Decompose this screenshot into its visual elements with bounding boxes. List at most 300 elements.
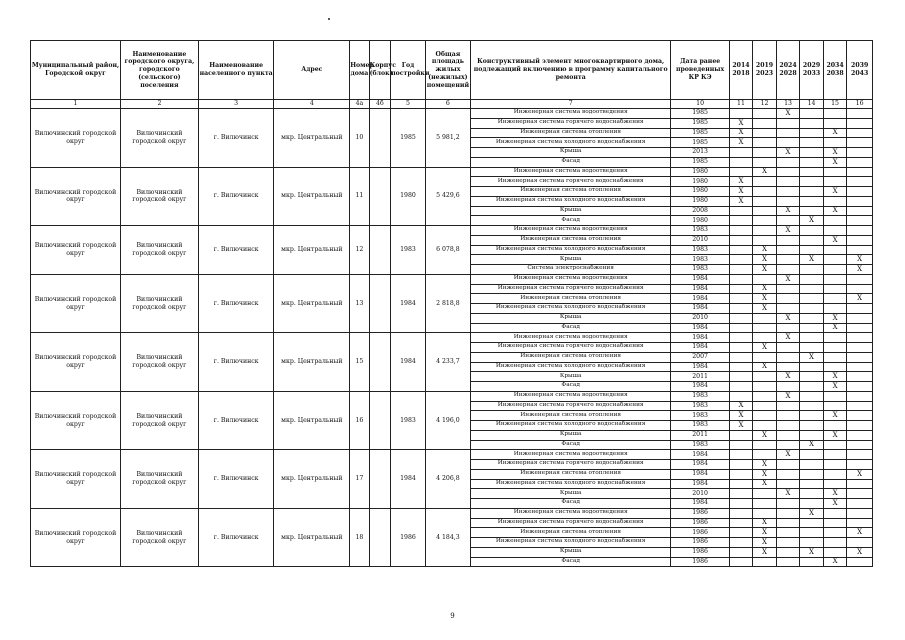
period-mark-cell: [753, 274, 777, 284]
prior-repair-date-cell: 1980: [671, 187, 729, 197]
period-mark-cell: [823, 265, 847, 275]
period-mark-cell: [800, 401, 824, 411]
period-mark-cell: [753, 148, 777, 158]
element-name-cell: Инженерная система отопления: [470, 352, 671, 362]
period-mark-cell: X: [753, 479, 777, 489]
prior-repair-date-cell: 1980: [671, 216, 729, 226]
period-mark-cell: [847, 362, 873, 372]
period-mark-cell: X: [823, 157, 847, 167]
period-mark-cell: [753, 177, 777, 187]
period-mark-cell: [823, 547, 847, 557]
period-mark-cell: [729, 148, 753, 158]
period-mark-cell: X: [753, 538, 777, 548]
period-mark-cell: [823, 469, 847, 479]
period-mark-cell: [729, 538, 753, 548]
element-name-cell: Инженерная система горячего водоснабжения: [470, 401, 671, 411]
period-mark-cell: [847, 226, 873, 236]
period-mark-cell: [776, 245, 800, 255]
period-mark-cell: [823, 255, 847, 265]
element-name-cell: Инженерная система водоотведения: [470, 226, 671, 236]
period-mark-cell: [800, 148, 824, 158]
column-number: 10: [671, 100, 729, 109]
prior-repair-date-cell: 2007: [671, 352, 729, 362]
element-name-cell: Инженерная система водоотведения: [470, 167, 671, 177]
prior-repair-date-cell: 1984: [671, 343, 729, 353]
prior-repair-date-cell: 1984: [671, 323, 729, 333]
element-name-cell: Инженерная система холодного водоснабжения: [470, 196, 671, 206]
period-mark-cell: X: [823, 411, 847, 421]
period-mark-cell: [823, 343, 847, 353]
header-cell: Муниципальный район, Городской округ: [31, 41, 121, 100]
period-mark-cell: [800, 391, 824, 401]
period-mark-cell: [729, 499, 753, 509]
period-mark-cell: [823, 538, 847, 548]
period-mark-cell: [729, 294, 753, 304]
period-mark-cell: X: [729, 196, 753, 206]
period-mark-cell: [800, 489, 824, 499]
period-mark-cell: [823, 245, 847, 255]
period-mark-cell: X: [823, 557, 847, 567]
house-number-cell: 12: [350, 226, 369, 275]
header-cell: Наименование городского округа, городского (сельского) поселения: [121, 41, 199, 100]
prior-repair-date-cell: 1983: [671, 421, 729, 431]
house-district-cell: Вилючинский городской округ: [31, 508, 121, 567]
period-mark-cell: [847, 333, 873, 343]
period-mark-cell: [847, 401, 873, 411]
period-mark-cell: [800, 138, 824, 148]
period-mark-cell: [800, 528, 824, 538]
house-address-cell: мкр. Центральный: [274, 333, 350, 392]
period-mark-cell: [823, 274, 847, 284]
prior-repair-date-cell: 2011: [671, 430, 729, 440]
period-mark-cell: [800, 430, 824, 440]
house-number-cell: 18: [350, 508, 369, 567]
column-number: 11: [729, 100, 753, 109]
period-mark-cell: [823, 479, 847, 489]
house-address-cell: мкр. Центральный: [274, 226, 350, 275]
element-name-cell: Инженерная система холодного водоснабжения: [470, 138, 671, 148]
table-row: [31, 333, 873, 343]
period-mark-cell: X: [753, 284, 777, 294]
house-block-cell: [369, 391, 390, 450]
period-mark-cell: [753, 313, 777, 323]
period-mark-cell: [729, 362, 753, 372]
period-mark-cell: [800, 304, 824, 314]
house-settlement-cell: Вилючинский городской округ: [121, 109, 199, 168]
period-mark-cell: [776, 323, 800, 333]
period-mark-cell: [847, 499, 873, 509]
header-cell: Конструктивный элемент многоквартирного дома, подлежащий включению в программу капитального ремонта: [470, 41, 671, 100]
column-number: 3: [198, 100, 274, 109]
period-mark-cell: [753, 118, 777, 128]
period-mark-cell: [729, 508, 753, 518]
prior-repair-date-cell: 1985: [671, 118, 729, 128]
period-mark-cell: [823, 118, 847, 128]
period-mark-cell: [753, 128, 777, 138]
period-mark-cell: [753, 323, 777, 333]
period-mark-cell: [729, 557, 753, 567]
period-mark-cell: [729, 352, 753, 362]
prior-repair-date-cell: 1980: [671, 167, 729, 177]
period-mark-cell: [729, 235, 753, 245]
period-mark-cell: [823, 352, 847, 362]
period-mark-cell: [753, 196, 777, 206]
header-cell: Адрес: [274, 41, 350, 100]
period-mark-cell: [847, 118, 873, 128]
house-number-cell: 15: [350, 333, 369, 392]
element-name-cell: Фасад: [470, 323, 671, 333]
table-row: [31, 450, 873, 460]
period-mark-cell: X: [776, 489, 800, 499]
period-mark-cell: [847, 411, 873, 421]
period-mark-cell: [847, 518, 873, 528]
period-mark-cell: [729, 528, 753, 538]
house-year-cell: 1980: [391, 167, 426, 226]
period-mark-cell: [729, 109, 753, 119]
house-address-cell: мкр. Центральный: [274, 274, 350, 333]
period-mark-cell: [729, 284, 753, 294]
period-mark-cell: [776, 421, 800, 431]
period-mark-cell: X: [847, 294, 873, 304]
house-address-cell: мкр. Центральный: [274, 508, 350, 567]
period-mark-cell: [753, 382, 777, 392]
period-mark-cell: X: [823, 489, 847, 499]
period-mark-cell: [776, 557, 800, 567]
period-mark-cell: [729, 274, 753, 284]
prior-repair-date-cell: 1983: [671, 226, 729, 236]
table-body: [31, 109, 873, 567]
period-mark-cell: [776, 411, 800, 421]
period-mark-cell: [776, 440, 800, 450]
period-mark-cell: X: [753, 343, 777, 353]
period-mark-cell: [823, 196, 847, 206]
period-mark-cell: [847, 450, 873, 460]
period-mark-cell: [800, 226, 824, 236]
house-block-cell: [369, 226, 390, 275]
period-mark-cell: [823, 450, 847, 460]
period-mark-cell: X: [753, 245, 777, 255]
period-mark-cell: [753, 333, 777, 343]
period-mark-cell: [800, 177, 824, 187]
period-mark-cell: [847, 128, 873, 138]
period-mark-cell: [800, 196, 824, 206]
period-mark-cell: [753, 499, 777, 509]
period-mark-cell: [823, 333, 847, 343]
prior-repair-date-cell: 1985: [671, 128, 729, 138]
period-mark-cell: [823, 401, 847, 411]
column-number: 14: [800, 100, 824, 109]
period-mark-cell: [776, 479, 800, 489]
period-mark-cell: [847, 196, 873, 206]
period-mark-cell: [847, 148, 873, 158]
prior-repair-date-cell: 2010: [671, 235, 729, 245]
prior-repair-date-cell: 1984: [671, 304, 729, 314]
house-year-cell: 1985: [391, 109, 426, 168]
period-mark-cell: [753, 391, 777, 401]
house-block-cell: [369, 274, 390, 333]
period-mark-cell: [729, 216, 753, 226]
prior-repair-date-cell: 1984: [671, 333, 729, 343]
header-cell: 2039 2043: [847, 41, 873, 100]
period-mark-cell: X: [753, 294, 777, 304]
period-mark-cell: X: [800, 440, 824, 450]
period-mark-cell: [847, 235, 873, 245]
period-mark-cell: [753, 138, 777, 148]
period-mark-cell: X: [800, 216, 824, 226]
period-mark-cell: [729, 518, 753, 528]
period-mark-cell: X: [753, 547, 777, 557]
period-mark-cell: [753, 226, 777, 236]
period-mark-cell: [847, 391, 873, 401]
period-mark-cell: X: [823, 499, 847, 509]
house-area-cell: 6 078,8: [425, 226, 470, 275]
house-address-cell: мкр. Центральный: [274, 109, 350, 168]
period-mark-cell: [847, 323, 873, 333]
element-name-cell: Инженерная система отопления: [470, 128, 671, 138]
period-mark-cell: [847, 245, 873, 255]
house-number-cell: 10: [350, 109, 369, 168]
period-mark-cell: [800, 421, 824, 431]
period-mark-cell: X: [753, 469, 777, 479]
header-cell: Корпус (блок): [369, 41, 390, 100]
period-mark-cell: [753, 411, 777, 421]
period-mark-cell: X: [753, 167, 777, 177]
period-mark-cell: [847, 313, 873, 323]
period-mark-cell: X: [776, 109, 800, 119]
prior-repair-date-cell: 1984: [671, 294, 729, 304]
period-mark-cell: [800, 265, 824, 275]
house-district-cell: Вилючинский городской округ: [31, 450, 121, 509]
house-district-cell: Вилючинский городской округ: [31, 274, 121, 333]
prior-repair-date-cell: 1984: [671, 284, 729, 294]
element-name-cell: Фасад: [470, 499, 671, 509]
period-mark-cell: [823, 216, 847, 226]
period-mark-cell: [753, 450, 777, 460]
prior-repair-date-cell: 1983: [671, 411, 729, 421]
period-mark-cell: X: [753, 430, 777, 440]
prior-repair-date-cell: 2013: [671, 148, 729, 158]
period-mark-cell: [729, 245, 753, 255]
period-mark-cell: [753, 372, 777, 382]
element-name-cell: Инженерная система холодного водоснабжения: [470, 538, 671, 548]
period-mark-cell: [847, 557, 873, 567]
period-mark-cell: [776, 304, 800, 314]
period-mark-cell: [776, 362, 800, 372]
house-year-cell: 1983: [391, 391, 426, 450]
period-mark-cell: [729, 304, 753, 314]
prior-repair-date-cell: 1986: [671, 547, 729, 557]
period-mark-cell: [753, 206, 777, 216]
element-name-cell: Крыша: [470, 547, 671, 557]
period-mark-cell: [729, 157, 753, 167]
house-year-cell: 1983: [391, 226, 426, 275]
period-mark-cell: [753, 557, 777, 567]
column-number-row: [31, 100, 873, 109]
period-mark-cell: [776, 157, 800, 167]
table-row: [31, 274, 873, 284]
period-mark-cell: [847, 138, 873, 148]
period-mark-cell: [776, 187, 800, 197]
period-mark-cell: [847, 109, 873, 119]
period-mark-cell: [776, 265, 800, 275]
period-mark-cell: [800, 245, 824, 255]
prior-repair-date-cell: 1984: [671, 499, 729, 509]
house-settlement-cell: Вилючинский городской округ: [121, 508, 199, 567]
period-mark-cell: [776, 508, 800, 518]
table-row: [31, 391, 873, 401]
house-year-cell: 1984: [391, 274, 426, 333]
period-mark-cell: [753, 401, 777, 411]
element-name-cell: Инженерная система холодного водоснабжения: [470, 304, 671, 314]
period-mark-cell: [776, 235, 800, 245]
house-year-cell: 1984: [391, 450, 426, 509]
period-mark-cell: X: [823, 372, 847, 382]
period-mark-cell: [753, 421, 777, 431]
period-mark-cell: [800, 372, 824, 382]
element-name-cell: Инженерная система водоотведения: [470, 109, 671, 119]
period-mark-cell: X: [776, 450, 800, 460]
period-mark-cell: [800, 333, 824, 343]
period-mark-cell: [847, 440, 873, 450]
period-mark-cell: X: [823, 313, 847, 323]
table-row: [31, 167, 873, 177]
period-mark-cell: [823, 177, 847, 187]
period-mark-cell: [776, 547, 800, 557]
element-name-cell: Инженерная система холодного водоснабжения: [470, 362, 671, 372]
element-name-cell: Инженерная система горячего водоснабжения: [470, 284, 671, 294]
period-mark-cell: X: [823, 128, 847, 138]
period-mark-cell: [729, 489, 753, 499]
period-mark-cell: [776, 294, 800, 304]
column-number: 4а: [350, 100, 369, 109]
element-name-cell: Инженерная система отопления: [470, 469, 671, 479]
period-mark-cell: X: [753, 304, 777, 314]
page-number: 9: [450, 612, 455, 620]
header-cell: Общая площадь жилых (нежилых) помещений: [425, 41, 470, 100]
period-mark-cell: [847, 274, 873, 284]
prior-repair-date-cell: 1984: [671, 479, 729, 489]
period-mark-cell: [776, 469, 800, 479]
period-mark-cell: [823, 109, 847, 119]
house-locality-cell: г. Вилючинск: [198, 508, 274, 567]
period-mark-cell: [776, 167, 800, 177]
period-mark-cell: [729, 255, 753, 265]
element-name-cell: Фасад: [470, 557, 671, 567]
period-mark-cell: X: [776, 148, 800, 158]
period-mark-cell: X: [753, 265, 777, 275]
column-number: 16: [847, 100, 873, 109]
column-number: 2: [121, 100, 199, 109]
period-mark-cell: [776, 401, 800, 411]
period-mark-cell: [729, 460, 753, 470]
element-name-cell: Крыша: [470, 489, 671, 499]
period-mark-cell: [823, 508, 847, 518]
period-mark-cell: [800, 167, 824, 177]
element-name-cell: Крыша: [470, 430, 671, 440]
period-mark-cell: [776, 460, 800, 470]
house-locality-cell: г. Вилючинск: [198, 333, 274, 392]
period-mark-cell: [823, 167, 847, 177]
column-number: 4: [274, 100, 350, 109]
period-mark-cell: X: [776, 391, 800, 401]
period-mark-cell: [729, 382, 753, 392]
period-mark-cell: [729, 391, 753, 401]
header-cell: Номер дома: [350, 41, 369, 100]
house-district-cell: Вилючинский городской округ: [31, 391, 121, 450]
house-block-cell: [369, 333, 390, 392]
period-mark-cell: [776, 284, 800, 294]
period-mark-cell: [800, 450, 824, 460]
element-name-cell: Инженерная система горячего водоснабжения: [470, 343, 671, 353]
period-mark-cell: X: [776, 372, 800, 382]
period-mark-cell: [823, 284, 847, 294]
period-mark-cell: [847, 157, 873, 167]
element-name-cell: Инженерная система водоотведения: [470, 391, 671, 401]
column-number: 6: [425, 100, 470, 109]
period-mark-cell: [800, 460, 824, 470]
house-area-cell: 4 184,3: [425, 508, 470, 567]
period-mark-cell: [823, 362, 847, 372]
element-name-cell: Инженерная система отопления: [470, 294, 671, 304]
house-settlement-cell: Вилючинский городской округ: [121, 450, 199, 509]
period-mark-cell: [776, 177, 800, 187]
column-number: 15: [823, 100, 847, 109]
period-mark-cell: [823, 294, 847, 304]
column-number: 1: [31, 100, 121, 109]
period-mark-cell: X: [753, 528, 777, 538]
house-locality-cell: г. Вилючинск: [198, 450, 274, 509]
period-mark-cell: [800, 518, 824, 528]
period-mark-cell: [729, 206, 753, 216]
prior-repair-date-cell: 1986: [671, 528, 729, 538]
house-number-cell: 16: [350, 391, 369, 450]
element-name-cell: Крыша: [470, 313, 671, 323]
period-mark-cell: [776, 343, 800, 353]
house-area-cell: 2 818,8: [425, 274, 470, 333]
period-mark-cell: [847, 372, 873, 382]
period-mark-cell: [800, 157, 824, 167]
column-number: 4б: [369, 100, 390, 109]
period-mark-cell: X: [847, 255, 873, 265]
element-name-cell: Инженерная система горячего водоснабжения: [470, 177, 671, 187]
period-mark-cell: [847, 479, 873, 489]
period-mark-cell: [823, 391, 847, 401]
header-cell: 2019 2023: [753, 41, 777, 100]
period-mark-cell: [800, 557, 824, 567]
house-district-cell: Вилючинский городской округ: [31, 109, 121, 168]
period-mark-cell: X: [800, 508, 824, 518]
period-mark-cell: [847, 460, 873, 470]
header-cell: Дата ранее проведенных КР КЭ: [671, 41, 729, 100]
table-header: [31, 41, 873, 109]
house-year-cell: 1986: [391, 508, 426, 567]
element-name-cell: Инженерная система горячего водоснабжения: [470, 518, 671, 528]
period-mark-cell: [800, 469, 824, 479]
prior-repair-date-cell: 1986: [671, 508, 729, 518]
period-mark-cell: [847, 489, 873, 499]
period-mark-cell: [823, 304, 847, 314]
period-mark-cell: [753, 235, 777, 245]
element-name-cell: Крыша: [470, 206, 671, 216]
period-mark-cell: [823, 518, 847, 528]
period-mark-cell: [729, 547, 753, 557]
period-mark-cell: X: [729, 177, 753, 187]
period-mark-cell: X: [823, 323, 847, 333]
period-mark-cell: X: [800, 352, 824, 362]
period-mark-cell: [800, 538, 824, 548]
house-number-cell: 13: [350, 274, 369, 333]
element-name-cell: Крыша: [470, 372, 671, 382]
